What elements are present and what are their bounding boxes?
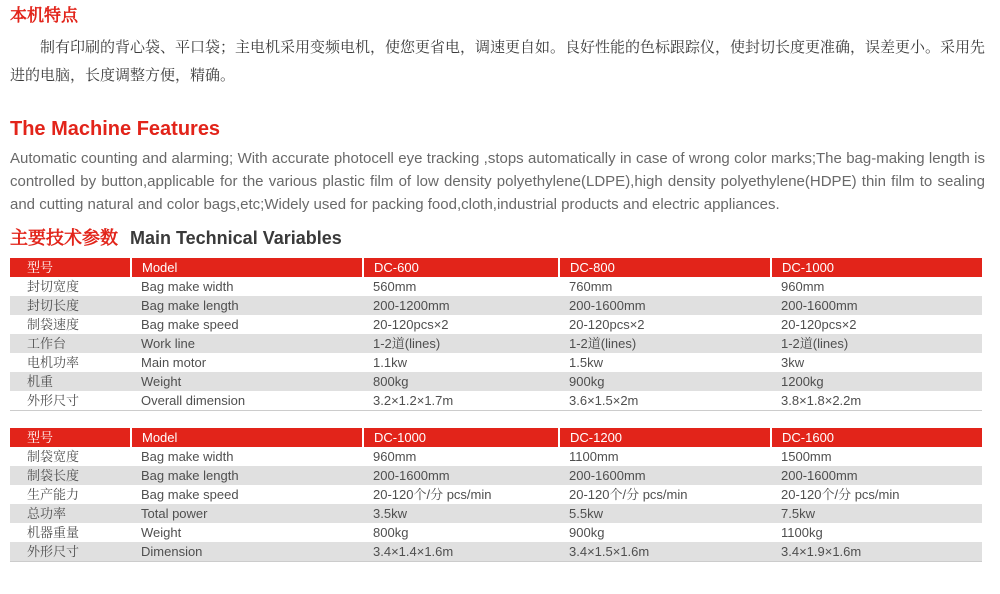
table-cell: 1100mm: [569, 449, 619, 464]
table-cell: 3.8×1.8×2.2m: [781, 393, 862, 408]
table-cell: 封切宽度: [27, 279, 80, 294]
table-row: [10, 504, 982, 523]
table-row: [10, 523, 982, 542]
table-header-cell: DC-1200: [559, 428, 771, 447]
table-header-cell: DC-1000: [771, 258, 982, 277]
table-cell: 560mm: [373, 279, 417, 294]
table-cell: 200-1600mm: [771, 296, 982, 315]
table-cell: 960mm: [781, 279, 825, 294]
table-cell: 200-1600mm: [363, 466, 559, 485]
table-cell: 封切长度: [10, 296, 131, 315]
table-cell: 1.1kw: [373, 355, 407, 370]
table-cell: 总功率: [10, 504, 131, 523]
table-header-row: [10, 258, 982, 277]
table-row: [10, 391, 982, 411]
table-cell: 3.4×1.9×1.6m: [771, 542, 982, 562]
table-row: [10, 466, 982, 485]
table-cell: 960mm: [373, 449, 417, 464]
table-cell: 760mm: [569, 279, 613, 294]
table-cell: 20-120个/分 pcs/min: [781, 487, 900, 502]
table-cell: 1100kg: [781, 525, 823, 540]
table-cell: 1-2道(lines): [771, 334, 982, 353]
table-cell: 1-2道(lines): [559, 334, 771, 353]
table-row: [10, 296, 982, 315]
machine-features-paragraph-cn: 制有印刷的背心袋、平口袋；主电机采用变频电机，使您更省电，调速更自如。良好性能的色标跟踪仪，使封切长度更准确，误差更小。采用先进的电脑，长度调整方便，精确。: [10, 39, 986, 84]
table-cell: 机器重量: [27, 525, 80, 540]
table-cell: Bag make speed: [141, 317, 239, 332]
table-row: [10, 542, 982, 562]
table-cell: 3kw: [781, 355, 805, 370]
table-cell: 制袋速度: [27, 317, 80, 332]
table-row: [10, 372, 982, 391]
table-cell: 200-1200mm: [363, 296, 559, 315]
table-row: [10, 447, 982, 466]
table-cell: Main motor: [141, 355, 207, 370]
table-cell: 制袋长度: [10, 466, 131, 485]
table-row: [10, 353, 982, 372]
table-cell: Bag make speed: [141, 487, 239, 502]
table-cell: 20-120pcs×2: [373, 317, 449, 332]
table-cell: 机重: [10, 372, 131, 391]
table-header-cell: 型号: [10, 428, 131, 447]
table-cell: 3.6×1.5×2m: [569, 393, 639, 408]
table-cell: Dimension: [131, 542, 363, 562]
tech-params-heading-en: Main Technical Variables: [130, 228, 342, 248]
table-cell: 1200kg: [771, 372, 982, 391]
table-cell: 20-120个/分 pcs/min: [373, 487, 492, 502]
table-cell: Total power: [131, 504, 363, 523]
table-cell: 200-1600mm: [559, 466, 771, 485]
tech-params-heading: [10, 226, 985, 251]
table-cell: 200-1600mm: [771, 466, 982, 485]
machine-features-heading-en: The Machine Features: [10, 118, 221, 140]
table-row: [10, 277, 982, 296]
machine-features-heading-cn: 本机特点: [10, 6, 78, 25]
table-cell: 3.4×1.4×1.6m: [363, 542, 559, 562]
table-cell: 1.5kw: [569, 355, 603, 370]
table-cell: 200-1600mm: [559, 296, 771, 315]
table-cell: Weight: [131, 372, 363, 391]
table-cell: Weight: [141, 525, 182, 540]
table-cell: 5.5kw: [559, 504, 771, 523]
table-row: [10, 485, 982, 504]
table-cell: Bag make width: [141, 279, 234, 294]
table-cell: 生产能力: [27, 487, 80, 502]
table-cell: 3.5kw: [363, 504, 559, 523]
table-cell: 1-2道(lines): [363, 334, 559, 353]
table-cell: Bag make width: [141, 449, 234, 464]
table-cell: Overall dimension: [141, 393, 246, 408]
table-header-cell: Model: [131, 258, 363, 277]
table-header-cell: Model: [131, 428, 363, 447]
table-header-cell: 型号: [10, 258, 131, 277]
table-cell: 900kg: [559, 372, 771, 391]
table-header-cell: DC-800: [559, 258, 771, 277]
table-cell: 900kg: [569, 525, 605, 540]
table-cell: Bag make length: [131, 466, 363, 485]
table-header-cell: DC-1600: [771, 428, 982, 447]
table-cell: Work line: [131, 334, 363, 353]
table-cell: 外形尺寸: [10, 542, 131, 562]
table-cell: 3.2×1.2×1.7m: [373, 393, 454, 408]
table-cell: 20-120个/分 pcs/min: [569, 487, 688, 502]
tech-params-heading-cn: 主要技术参数: [10, 228, 118, 248]
table-cell: 3.4×1.5×1.6m: [559, 542, 771, 562]
spec-table-dc1000-dc1600: [10, 428, 982, 562]
table-cell: 20-120pcs×2: [569, 317, 645, 332]
table-header-row: [10, 428, 982, 447]
spec-table-dc600-dc1000: [10, 258, 982, 411]
table-cell: 20-120pcs×2: [781, 317, 857, 332]
table-cell: 800kg: [373, 525, 409, 540]
table-row: [10, 315, 982, 334]
table-cell: 外形尺寸: [27, 393, 80, 408]
table-cell: 1500mm: [781, 449, 832, 464]
machine-features-paragraph-en: Automatic counting and alarming; With accurate photocell eye tracking ,stops automatically in case of wrong color marks;The bag-making length is controlled by button,applicable for the various plastic film of low density polyethylene(LDPE),high density polyethylene(HDPE) thin film to sealing and cutting natural and color bags,etc;Widely used for packing food,cloth,industrial products and electric appliances.: [10, 150, 985, 213]
table-cell: 工作台: [10, 334, 131, 353]
table-cell: 7.5kw: [771, 504, 982, 523]
table-header-cell: DC-1000: [363, 428, 559, 447]
table-header-cell: DC-600: [363, 258, 559, 277]
table-cell: Bag make length: [131, 296, 363, 315]
table-row: [10, 334, 982, 353]
table-cell: 800kg: [363, 372, 559, 391]
table-cell: 电机功率: [27, 355, 80, 370]
table-cell: 制袋宽度: [27, 449, 80, 464]
